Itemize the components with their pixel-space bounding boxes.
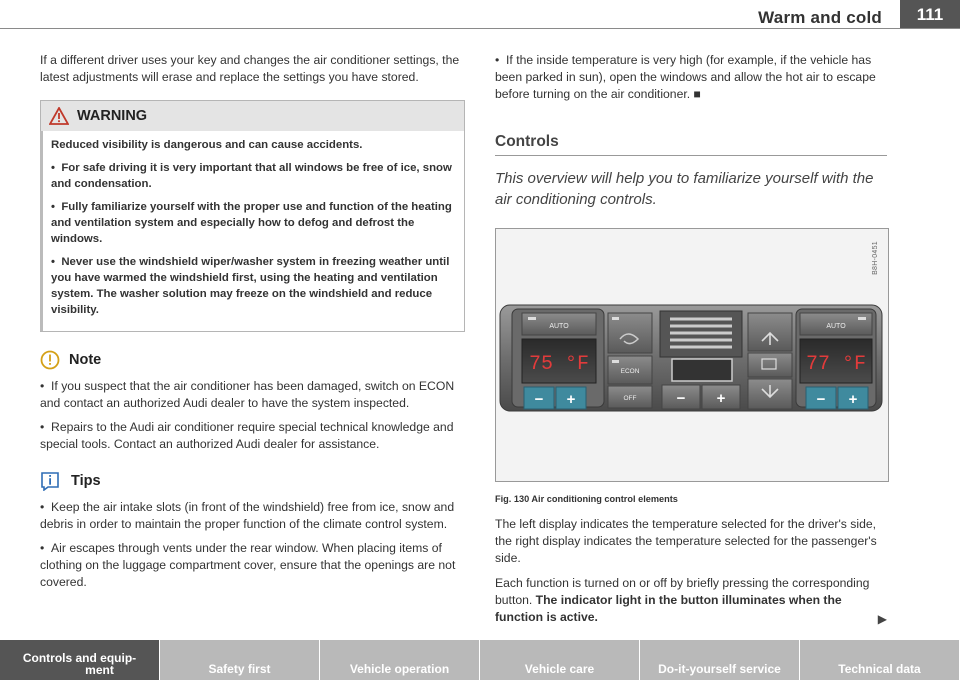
left-auto-label: AUTO <box>549 323 569 330</box>
function-paragraph <box>495 575 887 626</box>
footer-nav <box>0 640 960 680</box>
warning-item-text: For safe driving it is very important that all windows be free of ice, snow and condensation. <box>51 162 452 190</box>
warning-lead: Reduced visibility is dangerous and can cause accidents. <box>51 139 363 151</box>
fan-display <box>672 359 732 381</box>
footer-tab-care[interactable]: Vehicle care <box>480 640 640 680</box>
function-text: Each function is turned on or off by briefly pressing the corresponding button. <box>495 576 870 607</box>
figure-caption: Fig. 130 Air conditioning control elements <box>495 494 678 504</box>
fan-minus-label: − <box>676 390 686 407</box>
controls-heading: Controls <box>495 133 559 150</box>
right-auto-indicator <box>858 317 866 320</box>
warning-box <box>40 100 465 332</box>
defrost-button <box>748 353 792 377</box>
econ-label: ECON <box>620 368 640 375</box>
right-auto-label: AUTO <box>826 323 846 330</box>
note-item: • If you suspect that the air conditioner has been damaged, switch on ECON and contact an authorized Audi dealer to have the system inspected. <box>40 379 455 410</box>
tips-item-text: Air escapes through vents under the rear window. When placing items of clothing on the luggage compartment cover, ensure that the openings are not covered. <box>40 541 456 589</box>
footer-tab-technical[interactable]: Technical data <box>800 640 960 680</box>
warning-triangle-icon <box>49 107 69 125</box>
warning-item-text: Never use the windshield wiper/washer system in freezing weather until you have warmed the windshield first, using the heating and ventilation system. The washer solution may freeze on the windshield and reduce visibility. <box>51 256 450 316</box>
note-item: • Repairs to the Audi air conditioner require special technical knowledge and special tools. Contact an authorized Audi dealer for assistance. <box>40 420 454 451</box>
figure-code: B8H-0451 <box>872 241 879 275</box>
footer-tab-diy[interactable]: Do-it-yourself service <box>640 640 800 680</box>
warning-item-text: Fully familiarize yourself with the proper use and function of the heating and ventilation system and especially how to defog and defrost the windows. <box>51 201 452 245</box>
note-header <box>40 350 465 370</box>
footer-tab-safety[interactable]: Safety first <box>160 640 320 680</box>
warning-item: • For safe driving it is very important that all windows be free of ice, snow and condensation. <box>51 162 452 190</box>
fan-plus-label: + <box>716 390 726 407</box>
left-column <box>40 52 465 598</box>
note-title: Note <box>69 352 102 368</box>
info-icon <box>40 471 62 491</box>
intro-paragraph: If a different driver uses your key and changes the air conditioner settings, the latest adjustments will erase and replace the settings you have stored. <box>40 53 460 84</box>
tips-item: • Air escapes through vents under the rear window. When placing items of clothing on the luggage compartment cover, ensure that the openings are not covered. <box>40 541 456 589</box>
controls-intro: This overview will help you to familiarize yourself with the air conditioning controls. <box>495 170 874 208</box>
tips-header <box>40 471 465 491</box>
controls-rule <box>495 155 887 156</box>
note-item-text: Repairs to the Audi air conditioner require special technical knowledge and special tools. Contact an authorized Audi dealer for assistance. <box>40 420 454 451</box>
tips-item: • Keep the air intake slots (in front of the windshield) free from ice, snow and debris in order to maintain the proper function of the climate control system. <box>40 500 455 531</box>
function-bold-text: The indicator light in the button illuminates when the function is active. <box>495 593 842 624</box>
footer-tab-label: Controls and equip- <box>22 651 137 665</box>
econ-indicator <box>612 360 619 363</box>
warning-item: • Fully familiarize yourself with the proper use and function of the heating and ventilation system and especially how to defog and defrost the windows. <box>51 201 452 245</box>
ventilation-bullet: • If the inside temperature is very high (for example, if the vehicle has been parked in sun), open the windows and allow the hot air to escape before turning on the air conditioner. ■ <box>495 53 876 101</box>
right-plus-label: + <box>848 391 858 408</box>
footer-tab-operation[interactable]: Vehicle operation <box>320 640 480 680</box>
left-minus-label: − <box>534 391 544 408</box>
warning-item: • Never use the windshield wiper/washer system in freezing weather until you have warmed the windshield first, using the heating and ventilation system. The washer solution may freeze on the windshield and reduce visibility. <box>51 256 450 316</box>
recirc-indicator <box>612 317 619 320</box>
page-number: 111 <box>900 0 960 28</box>
header-rule <box>0 28 960 29</box>
note-circle-icon <box>40 350 60 370</box>
climate-panel-illustration <box>496 229 888 481</box>
note-item-text: If you suspect that the air conditioner has been damaged, switch on ECON and contact an authorized Audi dealer to have the system inspected. <box>40 379 455 410</box>
right-minus-label: − <box>816 391 826 408</box>
right-temp-readout: 77 °F <box>805 353 867 376</box>
warning-body <box>40 131 464 331</box>
warning-header <box>41 101 464 131</box>
left-auto-indicator <box>528 317 536 320</box>
left-plus-label: + <box>566 391 576 408</box>
page-header-title: Warm and cold <box>758 8 882 27</box>
footer-tab-label: ment <box>85 663 114 677</box>
footer-tab-controls[interactable] <box>0 640 160 680</box>
off-label: OFF <box>623 395 637 402</box>
left-temp-readout: 75 °F <box>528 353 590 376</box>
climate-control-figure <box>495 228 889 482</box>
warning-title: WARNING <box>77 108 148 124</box>
tips-item-text: Keep the air intake slots (in front of the windshield) free from ice, snow and debris in order to maintain the proper function of the climate control system. <box>40 500 455 531</box>
ventilation-bullet-text: If the inside temperature is very high (for example, if the vehicle has been parked in sun), open the windows and allow the hot air to escape before turning on the air conditioner. <box>495 53 876 101</box>
continue-arrow-icon: ▶ <box>877 612 887 626</box>
display-paragraph: The left display indicates the temperature selected for the driver's side, the right display indicates the temperature selected for the passenger's side. <box>495 517 877 565</box>
end-of-section-square-icon: ■ <box>693 87 701 101</box>
right-column <box>495 52 887 634</box>
tips-title: Tips <box>71 473 101 489</box>
